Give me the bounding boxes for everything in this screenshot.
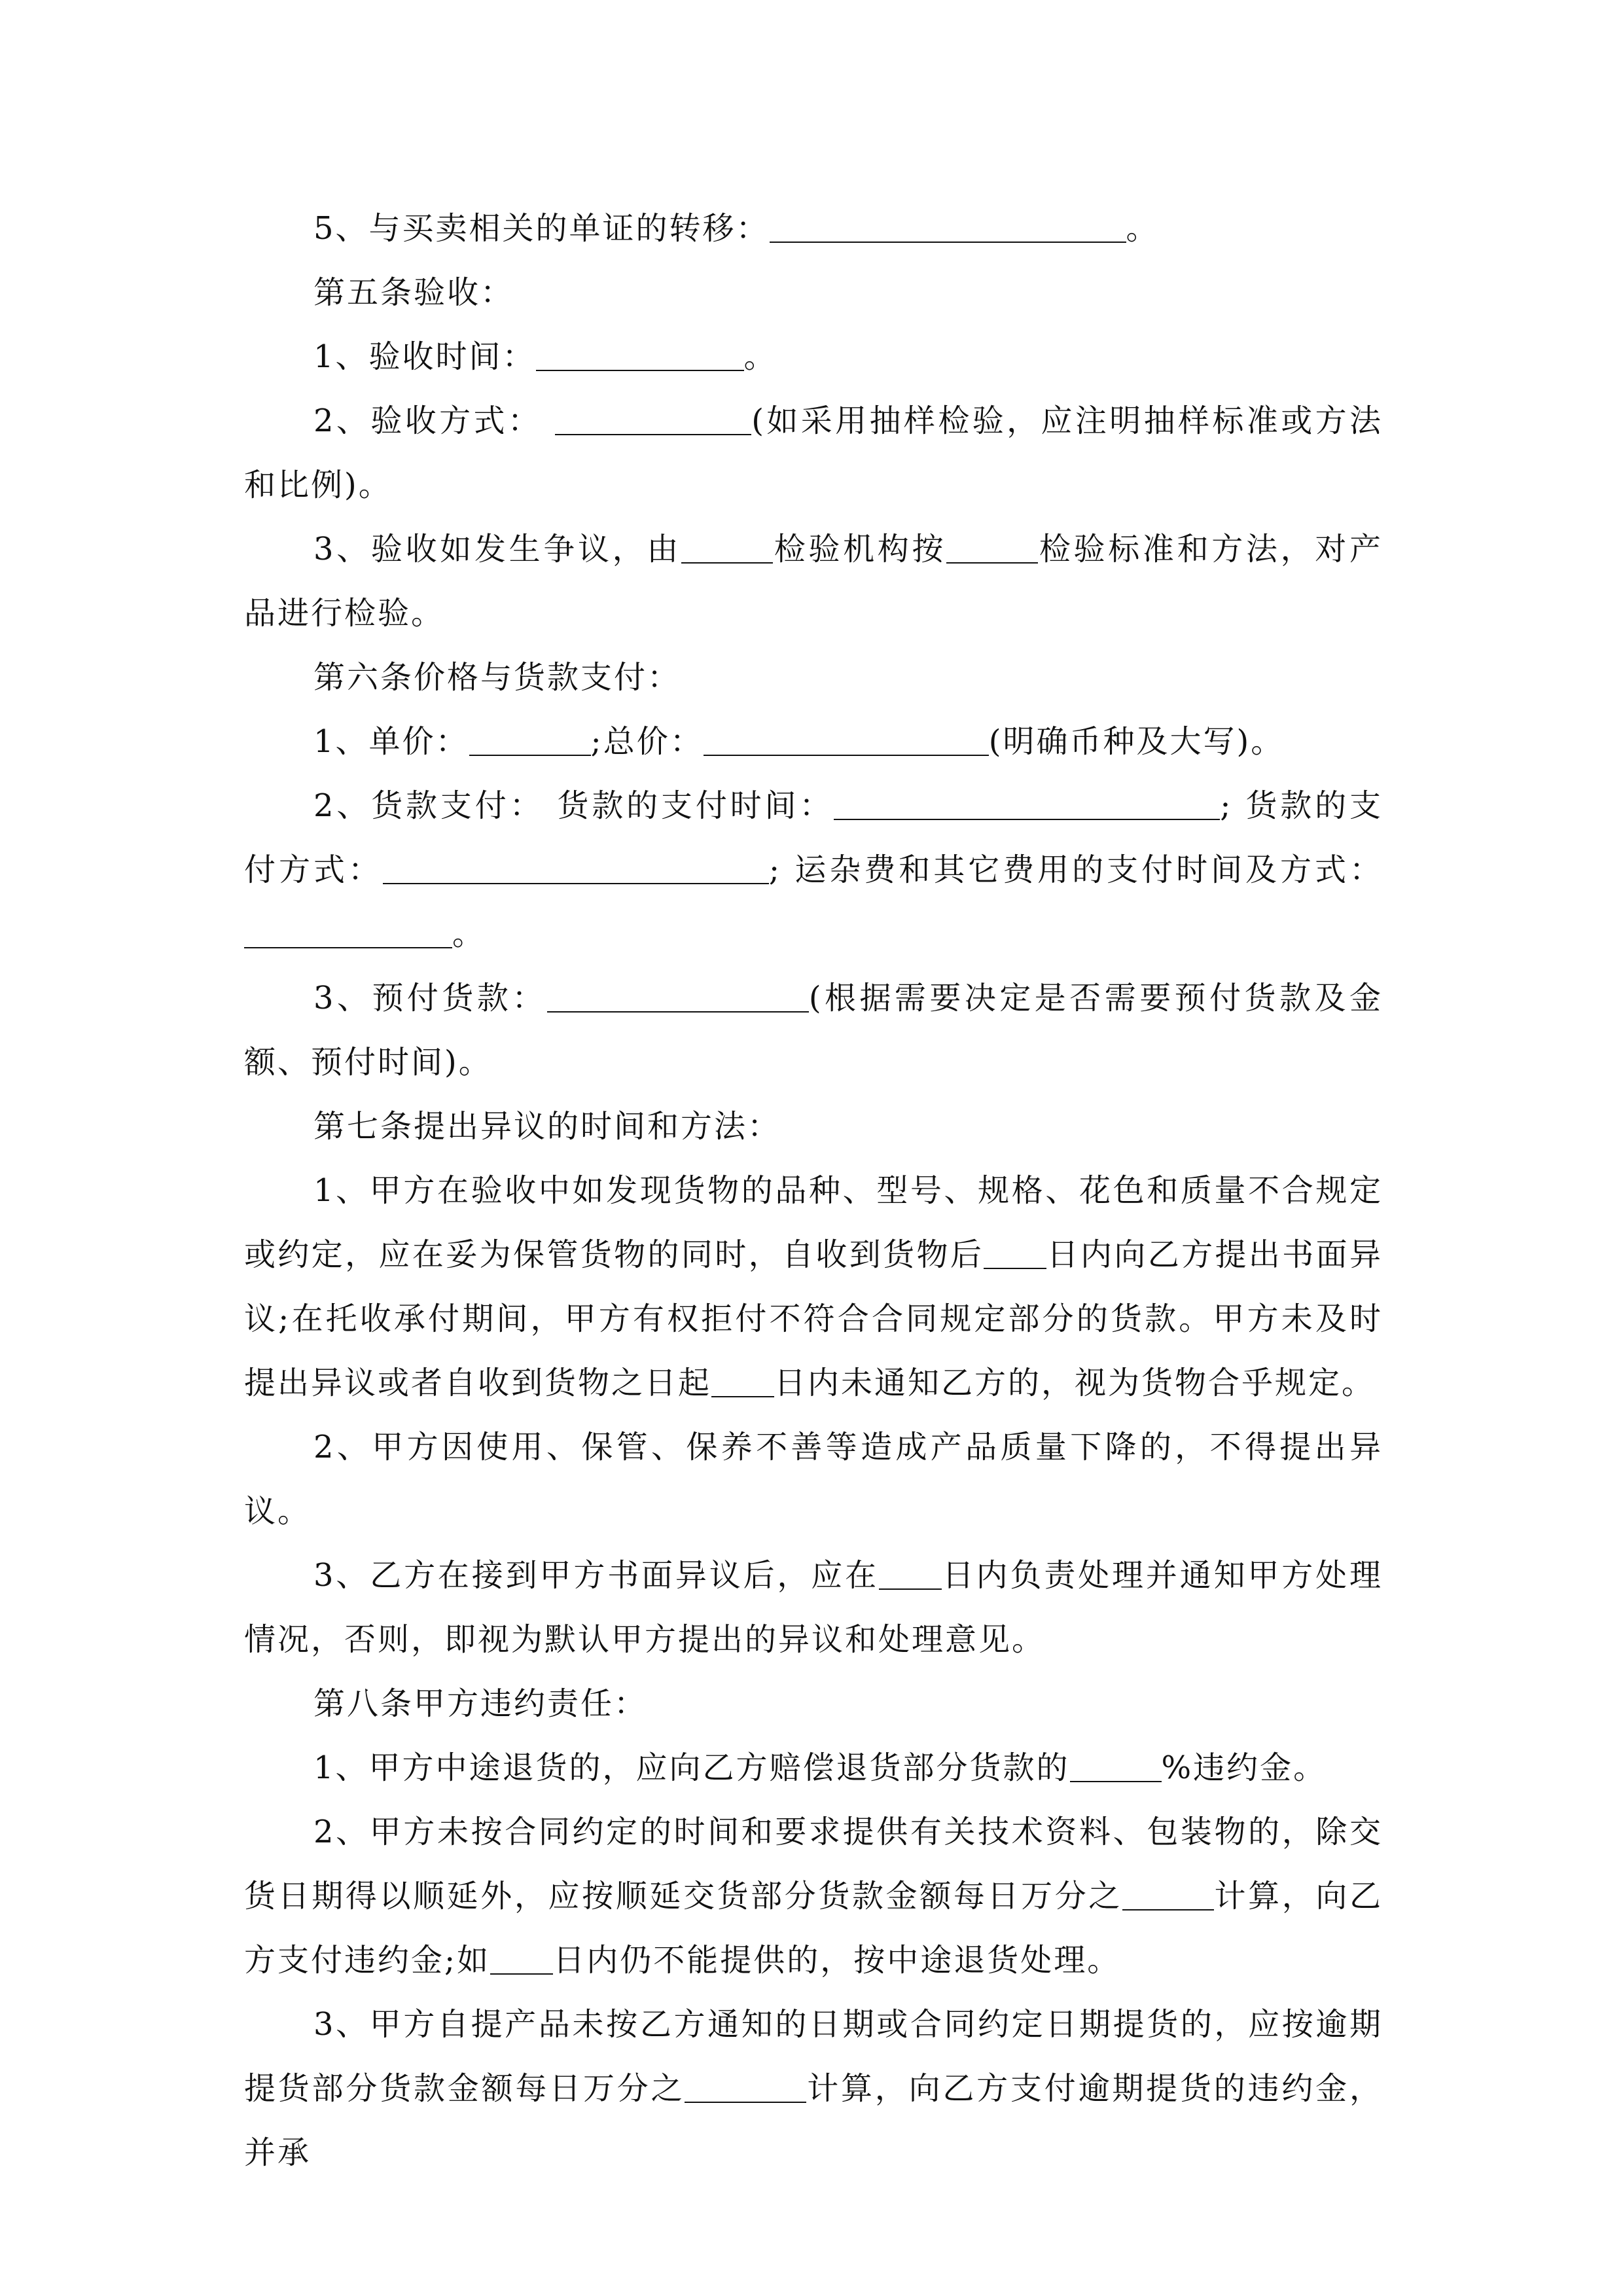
text: (明确币种及大写)。	[988, 723, 1285, 760]
text: 。	[743, 338, 777, 375]
text: (根据需要决定是否需要预付货款及金额、预付时间)。	[244, 980, 1383, 1081]
text: 计算，向乙方支付违约金;如	[244, 1878, 1383, 1979]
text: 2、甲方未按合同约定的时间和要求提供有关技术资料、包装物的，除交货日期得以顺延外，应按顺延交货部分货款金额每日万分之	[244, 1814, 1383, 1914]
text: ; 运杂费和其它费用的支付时间及方式：	[768, 852, 1383, 888]
text: 1、甲方在验收中如发现货物的品种、型号、规格、花色和质量不合规定或约定，应在妥为保管货物的同时，自收到货物后	[244, 1172, 1383, 1273]
fill-blank[interactable]	[685, 2070, 806, 2103]
text: 第八条甲方违约责任：	[313, 1685, 648, 1722]
text: 日内向乙方提出书面异议;在托收承付期间，甲方有权拒付不符合合同规定部分的货款。甲方未及时提出异议或者自收到货物之日起	[244, 1236, 1383, 1401]
text: 2、货款支付： 货款的支付时间：	[313, 787, 834, 824]
text: 检验机构按	[773, 531, 947, 567]
paragraph-late-pickup-penalty	[244, 1992, 1383, 2185]
fill-blank[interactable]	[770, 210, 1126, 243]
text: 2、甲方因使用、保管、保养不善等造成产品质量下降的，不得提出异议。	[244, 1429, 1383, 1530]
section-heading-article-8	[244, 1672, 1383, 1736]
paragraph-technical-data-penalty	[244, 1800, 1383, 1992]
text: 2、验收方式：	[313, 403, 543, 439]
text: 第六条价格与货款支付：	[313, 659, 681, 696]
text: 1、验收时间：	[313, 338, 536, 375]
fill-blank[interactable]	[984, 1236, 1046, 1269]
text: 日内仍不能提供的，按中途退货处理。	[553, 1942, 1121, 1979]
text: 。	[1126, 210, 1160, 247]
paragraph-inspection-time	[244, 325, 1383, 389]
section-heading-article-5	[244, 260, 1383, 325]
paragraph-quality-decline	[244, 1415, 1383, 1543]
text: 3、预付货款：	[313, 980, 547, 1016]
text: 检验标准和方法，对产品进行检验。	[244, 531, 1383, 632]
fill-blank[interactable]	[469, 723, 591, 756]
text: %违约金。	[1161, 1749, 1327, 1786]
fill-blank[interactable]	[946, 531, 1038, 564]
paragraph-prepayment	[244, 966, 1383, 1094]
text: 计算，向乙方支付逾期提货的违约金，并承	[244, 2070, 1383, 2171]
fill-blank[interactable]	[681, 531, 773, 564]
text: 1、甲方中途退货的，应向乙方赔偿退货部分货款的	[313, 1749, 1070, 1786]
text: 日内负责处理并通知甲方处理情况，否则，即视为默认甲方提出的异议和处理意见。	[244, 1557, 1383, 1658]
section-heading-article-7	[244, 1094, 1383, 1158]
paragraph-seller-handling	[244, 1543, 1383, 1672]
fill-blank[interactable]	[1122, 1878, 1214, 1910]
section-heading-article-6	[244, 645, 1383, 709]
fill-blank[interactable]	[536, 338, 744, 371]
fill-blank[interactable]	[879, 1557, 942, 1590]
paragraph-payment-terms	[244, 774, 1383, 966]
fill-blank[interactable]	[704, 723, 989, 756]
spacer	[542, 404, 555, 435]
paragraph-objection-period	[244, 1158, 1383, 1415]
paragraph-inspection-dispute	[244, 517, 1383, 645]
fill-blank[interactable]	[834, 787, 1220, 820]
text: 3、甲方自提产品未按乙方通知的日期或合同约定日期提货的，应按逾期提货部分货款金额每日万分之	[244, 2006, 1383, 2107]
fill-blank[interactable]	[490, 1942, 553, 1975]
text: 5、与买卖相关的单证的转移：	[313, 210, 770, 247]
text: 第七条提出异议的时间和方法：	[313, 1108, 781, 1145]
text: 3、乙方在接到甲方书面异议后，应在	[313, 1557, 879, 1594]
paragraph-unit-total-price	[244, 709, 1383, 774]
fill-blank[interactable]	[555, 403, 751, 435]
fill-blank[interactable]	[383, 852, 769, 884]
text: 日内未通知乙方的，视为货物合乎规定。	[774, 1365, 1376, 1401]
fill-blank[interactable]	[1070, 1749, 1162, 1782]
text: 3、验收如发生争议，由	[313, 531, 682, 567]
paragraph-documents-transfer	[244, 196, 1383, 260]
fill-blank[interactable]	[711, 1365, 774, 1397]
paragraph-return-penalty	[244, 1736, 1383, 1800]
text: ; 货款的支付方式：	[244, 787, 1383, 888]
text: 。	[452, 916, 486, 952]
paragraph-inspection-method	[244, 389, 1383, 517]
text: ;总价：	[590, 723, 704, 760]
text: 第五条验收：	[313, 274, 514, 311]
fill-blank[interactable]	[244, 916, 452, 948]
document-body	[244, 196, 1383, 2185]
fill-blank[interactable]	[547, 980, 809, 1013]
text: 1、单价：	[313, 723, 469, 760]
text: (如采用抽样检验，应注明抽样标准或方法和比例)。	[244, 403, 1383, 503]
